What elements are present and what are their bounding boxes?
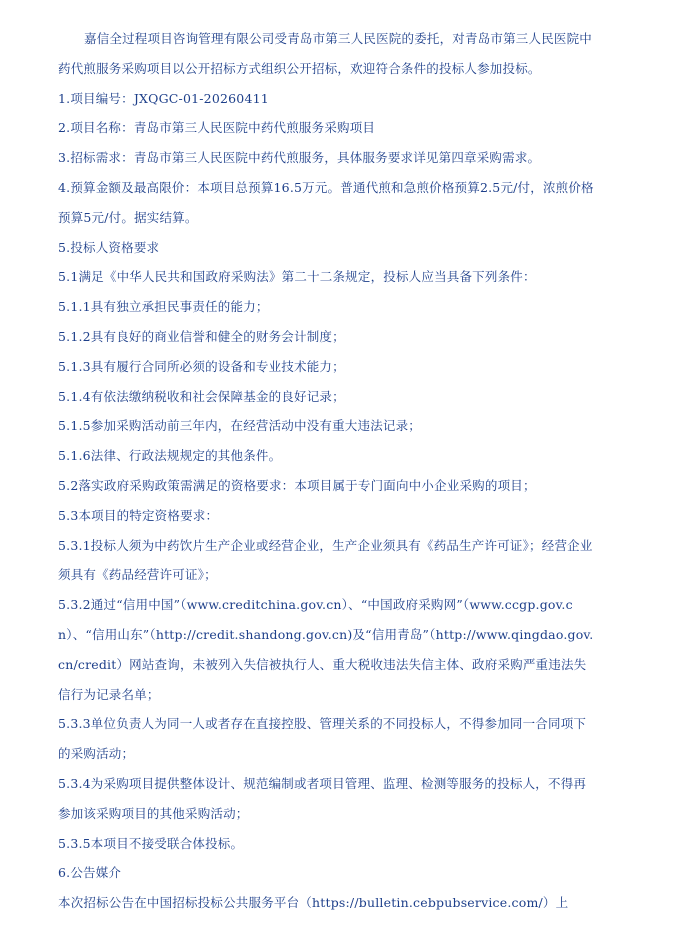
intro-paragraph: 嘉信全过程项目咨询管理有限公司受青岛市第三人民医院的委托，对青岛市第三人民医院中药代煎服务采购项目以公开招标方式组织公开招标，欢迎符合条件的投标人参加投标。 [58, 31, 593, 76]
tender-requirements: 3.招标需求：青岛市第三人民医院中药代煎服务，具体服务要求详见第四章采购需求。 [58, 150, 541, 166]
qualification-5-1: 5.1满足《中华人民共和国政府采购法》第二十二条规定，投标人应当具备下列条件： [58, 269, 536, 285]
project-name: 2.项目名称：青岛市第三人民医院中药代煎服务采购项目 [58, 120, 376, 136]
qualification-5-1-4: 5.1.4有依法缴纳税收和社会保障基金的良好记录； [58, 388, 345, 404]
tender-announcement [58, 24, 596, 918]
qualification-5-2: 5.2落实政府采购政策需满足的资格要求：本项目属于专门面向中小企业采购的项目； [58, 477, 536, 493]
qualification-5-3-3: 5.3.3单位负责人为同一人或者存在直接控股、管理关系的不同投标人，不得参加同一合同项下的采购活动； [58, 716, 587, 762]
budget-and-price-limit: 4.预算金额及最高限价：本项目总预算16.5万元。普通代煎和急煎价格预算2.5元/付，浓煎价格预算5元/付。据实结算。 [58, 179, 594, 225]
qualification-5-3-5: 5.3.5本项目不接受联合体投标。 [58, 835, 244, 851]
qualification-5-1-6: 5.1.6法律、行政法规规定的其他条件。 [58, 448, 282, 464]
qualification-5-3-1: 5.3.1投标人须为中药饮片生产企业或经营企业，生产企业须具有《药品生产许可证》；经营企业须具有《药品经营许可证》； [58, 537, 593, 583]
section-heading-media: 6.公告媒介 [58, 865, 122, 881]
project-number: 1.项目编号：JXQGC-01-20260411 [58, 90, 269, 106]
qualification-5-3: 5.3本项目的特定资格要求： [58, 507, 219, 523]
qualification-5-1-3: 5.1.3具有履行合同所必须的设备和专业技术能力； [58, 358, 345, 374]
qualification-5-1-5: 5.1.5参加采购活动前三年内，在经营活动中没有重大违法记录； [58, 418, 422, 434]
section-heading-qualifications: 5.投标人资格要求 [58, 239, 160, 255]
media-paragraph: 本次招标公告在中国招标投标公共服务平台（https://bulletin.cebpubservice.com/）上 [58, 895, 569, 911]
qualification-5-3-2: 5.3.2通过“信用中国”（www.creditchina.gov.cn）、“中国政府采购网”（www.ccgp.gov.cn）、“信用山东”（http://credit.shandong.gov.cn)及“信用青岛”（http://www.qingdao.gov.cn/credit）网站查询，未被列入失信被执行人、重大税收违法失信主体、政府采购严重违法失信行为记录名单； [58, 597, 594, 702]
qualification-5-1-2: 5.1.2具有良好的商业信誉和健全的财务会计制度； [58, 328, 345, 344]
qualification-5-3-4: 5.3.4为采购项目提供整体设计、规范编制或者项目管理、监理、检测等服务的投标人，不得再参加该采购项目的其他采购活动； [58, 775, 587, 821]
qualification-5-1-1: 5.1.1具有独立承担民事责任的能力； [58, 299, 269, 315]
